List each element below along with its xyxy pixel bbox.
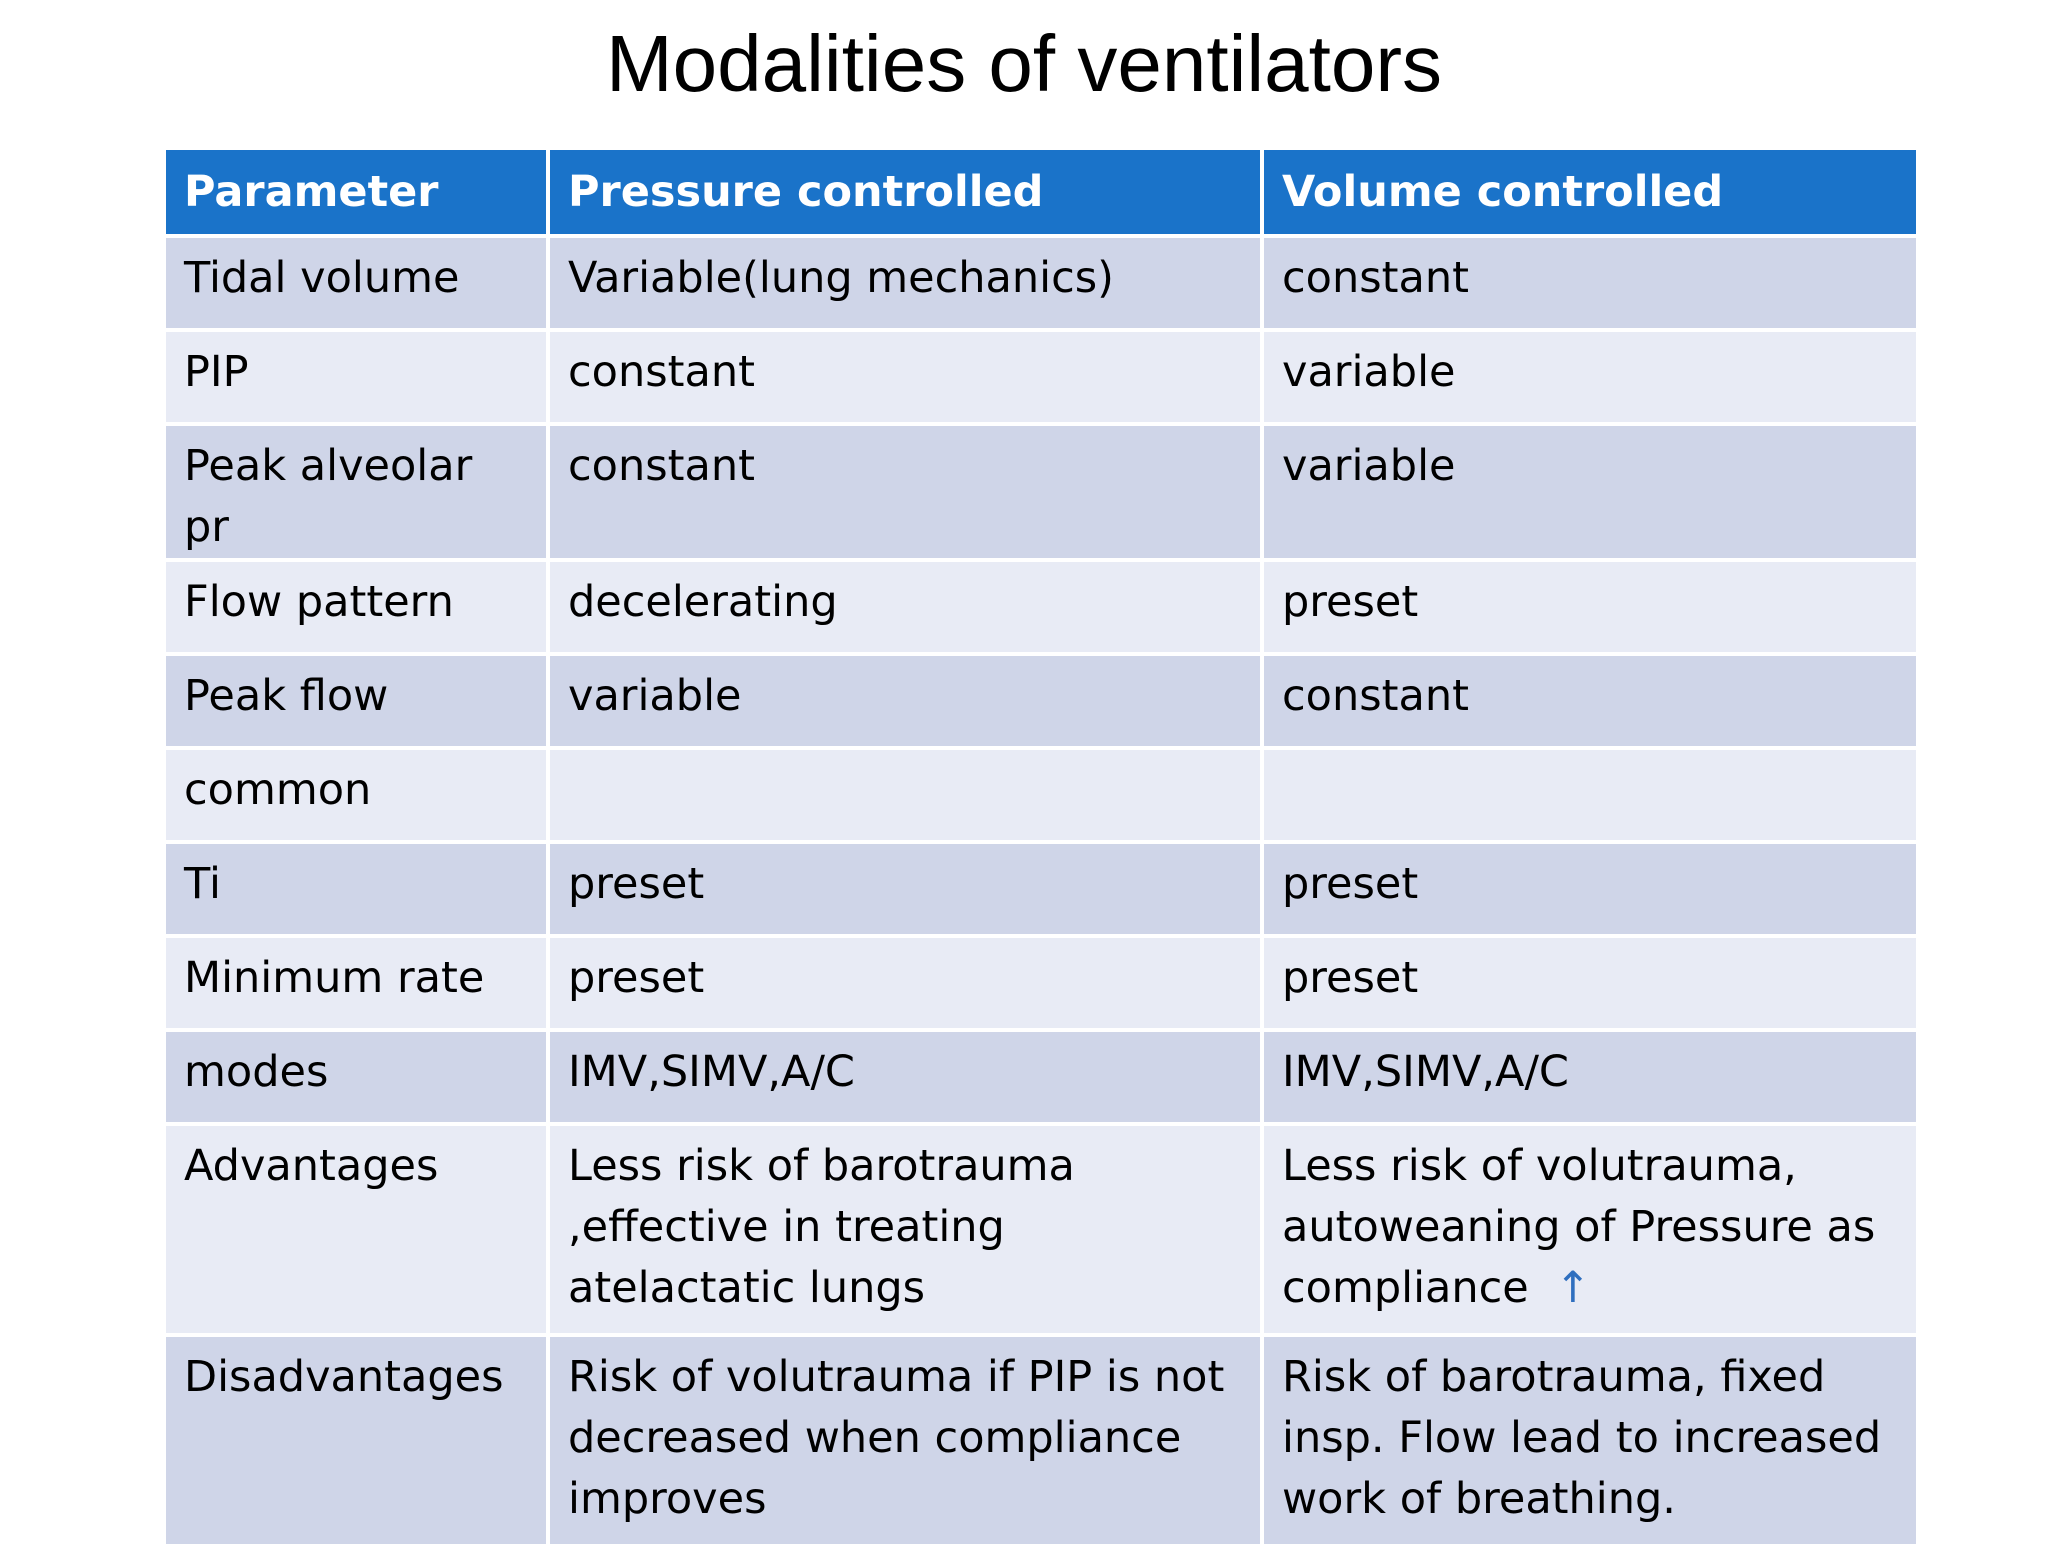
row-volume-value: preset — [1262, 560, 1918, 654]
row-volume-value: Risk of barotrauma, fixed insp. Flow lead to increased work of breathing. — [1262, 1335, 1918, 1546]
row-pressure-value: constant — [548, 424, 1262, 560]
row-parameter: Flow pattern — [164, 560, 548, 654]
up-arrow-icon: ↑ — [1554, 1263, 1591, 1313]
row-parameter: Ti — [164, 842, 548, 936]
row-parameter: PIP — [164, 330, 548, 424]
row-pressure-value: preset — [548, 842, 1262, 936]
table-row — [164, 1335, 1918, 1546]
row-pressure-value: Variable(lung mechanics) — [548, 236, 1262, 330]
header-row — [164, 148, 1918, 236]
row-parameter: Tidal volume — [164, 236, 548, 330]
header-volume-controlled: Volume controlled — [1262, 148, 1918, 236]
row-pressure-value: decelerating — [548, 560, 1262, 654]
row-parameter: Advantages — [164, 1124, 548, 1335]
row-volume-value — [1262, 1124, 1918, 1335]
row-volume-value: IMV,SIMV,A/C — [1262, 1030, 1918, 1124]
row-parameter: Minimum rate — [164, 936, 548, 1030]
header-pressure-controlled: Pressure controlled — [548, 148, 1262, 236]
table-row — [164, 330, 1918, 424]
table-row — [164, 936, 1918, 1030]
row-parameter: common — [164, 748, 548, 842]
row-pressure-value: preset — [548, 936, 1262, 1030]
row-pressure-value: Less risk of barotrauma ,effective in treating atelactatic lungs — [548, 1124, 1262, 1335]
row-volume-value — [1262, 748, 1918, 842]
table-row — [164, 1124, 1918, 1335]
comparison-table — [162, 146, 1920, 1548]
table-row — [164, 560, 1918, 654]
table-row — [164, 236, 1918, 330]
row-pressure-value: variable — [548, 654, 1262, 748]
row-volume-value: constant — [1262, 236, 1918, 330]
row-pressure-value: Risk of volutrauma if PIP is not decreased when compliance improves — [548, 1335, 1262, 1546]
header-parameter: Parameter — [164, 148, 548, 236]
advantages-volume-text: Less risk of volutrauma, autoweaning of Pressure as compliance — [1282, 1141, 1876, 1313]
row-parameter: Disadvantages — [164, 1335, 548, 1546]
row-volume-value: variable — [1262, 330, 1918, 424]
table-row — [164, 842, 1918, 936]
row-volume-value: constant — [1262, 654, 1918, 748]
slide-title: Modalities of ventilators — [606, 19, 1442, 108]
row-pressure-value — [548, 748, 1262, 842]
row-pressure-value: IMV,SIMV,A/C — [548, 1030, 1262, 1124]
row-parameter: modes — [164, 1030, 548, 1124]
row-volume-value: variable — [1262, 424, 1918, 560]
row-parameter: Peak alveolar pr — [164, 424, 548, 560]
row-volume-value: preset — [1262, 936, 1918, 1030]
row-parameter: Peak flow — [164, 654, 548, 748]
row-pressure-value: constant — [548, 330, 1262, 424]
table-row — [164, 1030, 1918, 1124]
table-row — [164, 654, 1918, 748]
row-volume-value: preset — [1262, 842, 1918, 936]
table-row — [164, 424, 1918, 560]
table-row — [164, 748, 1918, 842]
